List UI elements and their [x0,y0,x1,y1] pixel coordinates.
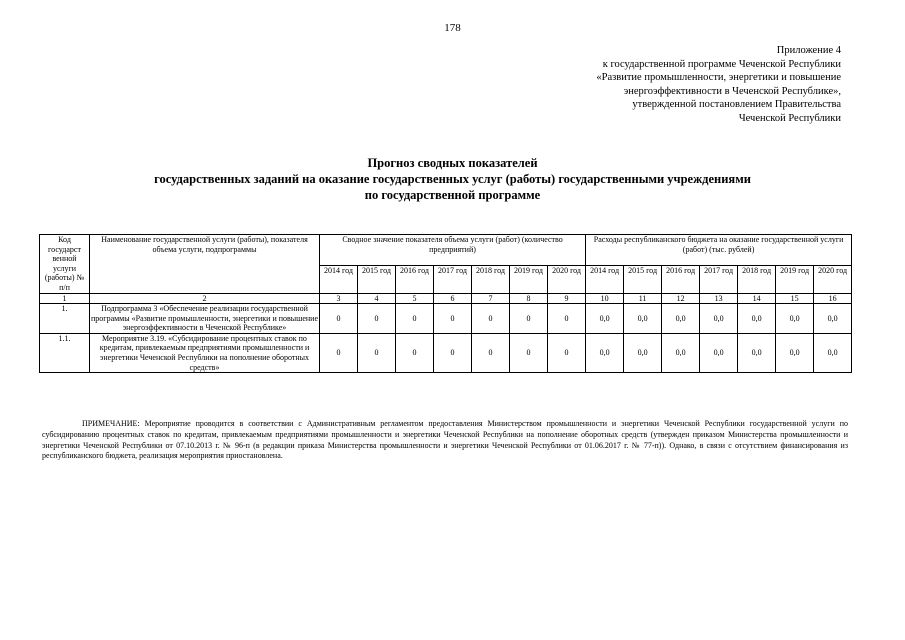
appendix-line: утвержденной постановлением Правительства [632,99,841,110]
expense-value: 0,0 [586,304,624,334]
header-code: Код государст венной услуги (работы) № п/п [40,235,90,294]
year-cell: 2014 год [320,266,358,294]
column-number: 12 [662,294,700,304]
appendix-line: Чеченской Республики [738,112,841,124]
header-volume: Сводное значение показателя объема услуги (работ) (количество предприятий) [320,235,586,266]
year-cell: 2018 год [472,266,510,294]
year-cell: 2015 год [624,266,662,294]
column-number: 1 [40,294,90,304]
year-cell: 2017 год [700,266,738,294]
column-number: 8 [510,294,548,304]
volume-value: 0 [472,333,510,372]
column-number: 10 [586,294,624,304]
title-line: Прогноз сводных показателей [367,156,538,170]
footnote: ПРИМЕЧАНИЕ: Мероприятие проводится в соответствии с Административным регламентом предоставления Министерством промышленности и энергетики Чеченской Республики государственной услуги по субсидированию процентных ставок по кредитам, привлекаемым предприятиями промышленности и энергетики Чеченской Республики на пополнение оборотных средств (утвержден приказом Министерства промышленности и энергетики Чеченской Республики от 07.10.2013 г. № 96-п (в редакции приказа Министерства промышленности и энергетики Чеченской Республики от 01.06.2017 г. № 77-п)). Однако, в связи с отсутствием финансирования из республиканского бюджета, реализация мероприятия приостановлена. [42,419,848,461]
appendix-line: энергоэффективности в Чеченской Республике», [623,85,841,97]
expense-value: 0,0 [738,304,776,334]
header-row [40,235,852,266]
expense-value: 0,0 [586,333,624,372]
table-row [40,333,852,372]
expense-value: 0,0 [814,333,852,372]
title-line: государственных заданий на оказание государственных услуг (работы) государственными учреждениями [154,172,751,186]
expense-value: 0,0 [814,304,852,334]
column-number: 5 [396,294,434,304]
row-code: 1.1. [40,333,90,372]
volume-value: 0 [358,333,396,372]
year-cell: 2016 год [396,266,434,294]
column-number: 3 [320,294,358,304]
column-number-row [40,294,852,304]
table-row [40,304,852,334]
header-name: Наименование государственной услуги (работы), показателя объема услуги, подпрограммы [90,235,320,294]
expense-value: 0,0 [738,333,776,372]
row-code: 1. [40,304,90,334]
volume-value: 0 [548,333,586,372]
column-number: 15 [776,294,814,304]
volume-value: 0 [510,333,548,372]
volume-value: 0 [320,333,358,372]
title-line: по государственной программе [364,188,541,202]
expense-value: 0,0 [700,304,738,334]
year-cell: 2019 год [776,266,814,294]
year-cell: 2017 год [434,266,472,294]
volume-value: 0 [434,304,472,334]
year-cell: 2016 год [662,266,700,294]
document-title [40,155,865,203]
volume-value: 0 [396,333,434,372]
expense-value: 0,0 [624,304,662,334]
volume-value: 0 [434,333,472,372]
expense-value: 0,0 [776,333,814,372]
expense-value: 0,0 [776,304,814,334]
column-number: 4 [358,294,396,304]
indicators-table [39,234,852,373]
volume-value: 0 [548,304,586,334]
expense-value: 0,0 [700,333,738,372]
column-number: 7 [472,294,510,304]
year-cell: 2015 год [358,266,396,294]
year-cell: 2014 год [586,266,624,294]
expense-value: 0,0 [662,333,700,372]
appendix-line: к государственной программе Чеченской Республики [602,58,841,70]
column-number: 16 [814,294,852,304]
year-cell: 2018 год [738,266,776,294]
column-number: 11 [624,294,662,304]
year-cell: 2020 год [548,266,586,294]
appendix-line: «Развитие промышленности, энергетики и повышение [596,72,841,83]
row-name: Мероприятие 3.19. «Субсидирование процентных ставок по кредитам, привлекаемым предприятиями промышленности и энергетики Чеченской Республики на пополнение оборотных средств» [90,333,320,372]
page-number: 178 [444,22,461,34]
appendix-header [596,44,841,125]
column-number: 13 [700,294,738,304]
column-number: 6 [434,294,472,304]
expense-value: 0,0 [662,304,700,334]
volume-value: 0 [358,304,396,334]
volume-value: 0 [396,304,434,334]
column-number: 9 [548,294,586,304]
column-number: 2 [90,294,320,304]
volume-value: 0 [320,304,358,334]
appendix-line: Приложение 4 [776,45,841,56]
year-cell: 2020 год [814,266,852,294]
volume-value: 0 [472,304,510,334]
volume-value: 0 [510,304,548,334]
expense-value: 0,0 [624,333,662,372]
column-number: 14 [738,294,776,304]
row-name: Подпрограмма 3 «Обеспечение реализации государственной программы «Развитие промышленности, энергетики и повышение энергоэффективности в Чеченской Республике» [91,304,318,333]
year-cell: 2019 год [510,266,548,294]
header-expenses: Расходы республиканского бюджета на оказание государственной услуги (работ) (тыс. рублей) [586,235,852,266]
